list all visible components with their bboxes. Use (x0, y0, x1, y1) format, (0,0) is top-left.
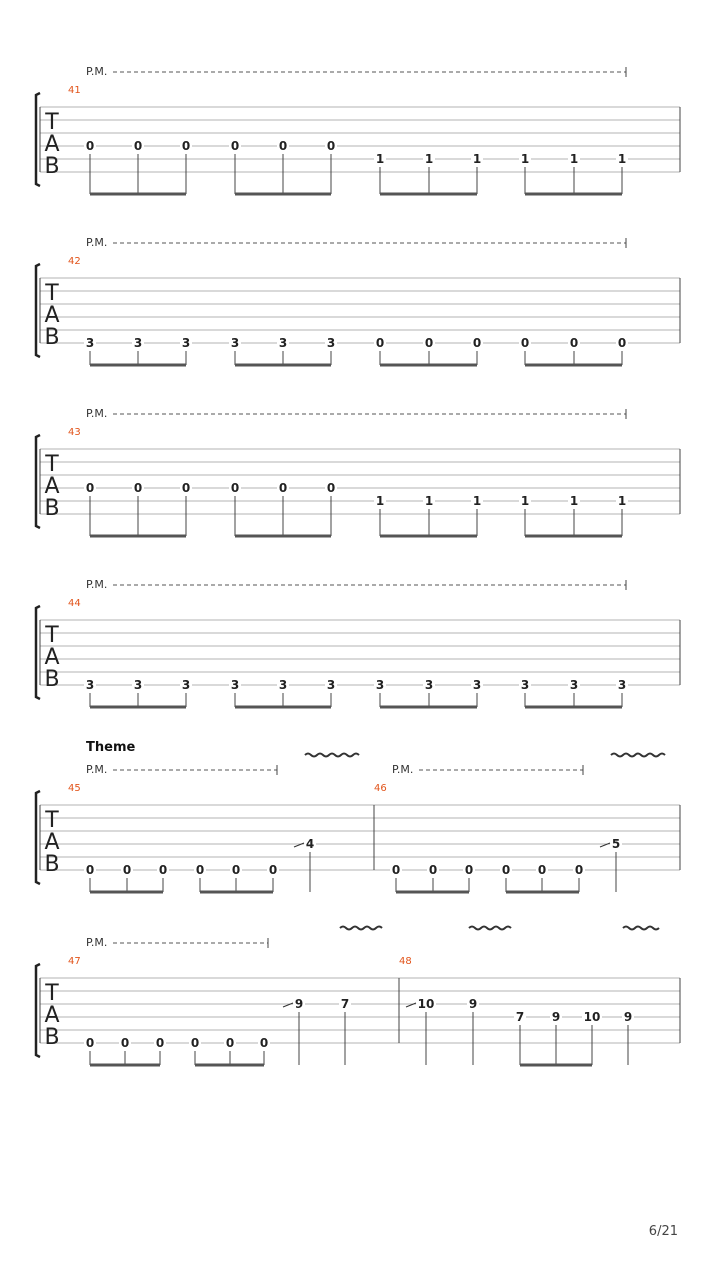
tab-clef-letter: A (44, 474, 60, 499)
fret-number: 3 (230, 336, 240, 350)
fret-number: 0 (225, 1036, 235, 1050)
fret-number: 1 (569, 494, 579, 508)
palm-mute-label: P.M. (86, 65, 108, 78)
fret-number: 9 (294, 997, 304, 1011)
fret-number: 0 (181, 139, 191, 153)
tab-clef-letter: T (45, 281, 59, 306)
fret-number: 0 (230, 481, 240, 495)
fret-number: 0 (133, 139, 143, 153)
fret-number: 3 (230, 678, 240, 692)
system-bracket (36, 964, 40, 1057)
fret-number: 0 (85, 481, 95, 495)
fret-number: 0 (85, 139, 95, 153)
measure-number: 45 (68, 783, 81, 794)
tab-clef-letter: A (44, 830, 60, 855)
fret-number: 9 (551, 1010, 561, 1024)
system-bracket (36, 264, 40, 357)
fret-number: 1 (424, 152, 434, 166)
fret-number: 3 (85, 336, 95, 350)
fret-number: 3 (326, 336, 336, 350)
fret-number: 3 (85, 678, 95, 692)
palm-mute-label: P.M. (86, 236, 108, 249)
fret-number: 0 (569, 336, 579, 350)
tab-clef-letter: T (45, 981, 59, 1006)
fret-number: 3 (181, 678, 191, 692)
fret-number: 0 (278, 481, 288, 495)
fret-number: 0 (278, 139, 288, 153)
measure-number: 46 (374, 783, 387, 794)
fret-number: 0 (195, 863, 205, 877)
fret-number: 9 (468, 997, 478, 1011)
fret-number: 10 (583, 1010, 601, 1024)
vibrato-mark (469, 927, 511, 930)
fret-number: 0 (574, 863, 584, 877)
fret-number: 3 (326, 678, 336, 692)
tab-system (36, 236, 680, 365)
tab-system (36, 578, 680, 707)
fret-number: 3 (278, 336, 288, 350)
fret-number: 1 (375, 494, 385, 508)
fret-number: 0 (190, 1036, 200, 1050)
tab-clef-letter: B (44, 1025, 60, 1050)
fret-number: 1 (472, 152, 482, 166)
palm-mute-label: P.M. (392, 763, 414, 776)
fret-number: 1 (424, 494, 434, 508)
fret-number: 10 (417, 997, 435, 1011)
fret-number: 0 (230, 139, 240, 153)
fret-number: 0 (268, 863, 278, 877)
tab-system (36, 65, 680, 194)
fret-number: 1 (472, 494, 482, 508)
tab-clef-letter: T (45, 452, 59, 477)
measure-number: 44 (68, 598, 81, 609)
tab-clef-letter: A (44, 645, 60, 670)
tab-system (36, 927, 680, 1066)
fret-number: 3 (278, 678, 288, 692)
fret-number: 0 (391, 863, 401, 877)
fret-number: 7 (340, 997, 350, 1011)
tab-clef-letter: B (44, 496, 60, 521)
fret-number: 0 (501, 863, 511, 877)
fret-number: 0 (326, 481, 336, 495)
fret-number: 0 (85, 1036, 95, 1050)
vibrato-mark (305, 754, 359, 757)
fret-number: 3 (617, 678, 627, 692)
vibrato-mark (340, 927, 382, 930)
tab-clef-letter: B (44, 667, 60, 692)
fret-number: 0 (424, 336, 434, 350)
fret-number: 1 (569, 152, 579, 166)
palm-mute-label: P.M. (86, 578, 108, 591)
fret-number: 3 (133, 678, 143, 692)
system-bracket (36, 435, 40, 528)
fret-number: 0 (155, 1036, 165, 1050)
tab-clef-letter: T (45, 110, 59, 135)
fret-number: 3 (520, 678, 530, 692)
palm-mute-label: P.M. (86, 763, 108, 776)
fret-number: 0 (617, 336, 627, 350)
fret-number: 1 (520, 152, 530, 166)
tab-clef-letter: B (44, 325, 60, 350)
fret-number: 0 (231, 863, 241, 877)
system-bracket (36, 791, 40, 884)
fret-number: 0 (122, 863, 132, 877)
fret-number: 3 (133, 336, 143, 350)
vibrato-mark (611, 754, 665, 757)
fret-number: 3 (472, 678, 482, 692)
fret-number: 1 (375, 152, 385, 166)
measure-number: 48 (399, 956, 412, 967)
measure-number: 42 (68, 256, 81, 267)
fret-number: 9 (623, 1010, 633, 1024)
measure-number: 47 (68, 956, 81, 967)
fret-number: 1 (617, 152, 627, 166)
palm-mute-label: P.M. (86, 936, 108, 949)
tab-clef-letter: T (45, 808, 59, 833)
fret-number: 0 (428, 863, 438, 877)
fret-number: 0 (464, 863, 474, 877)
fret-number: 1 (520, 494, 530, 508)
fret-number: 0 (133, 481, 143, 495)
fret-number: 0 (120, 1036, 130, 1050)
system-bracket (36, 93, 40, 186)
measure-number: 41 (68, 85, 81, 96)
fret-number: 0 (158, 863, 168, 877)
fret-number: 0 (326, 139, 336, 153)
fret-number: 3 (181, 336, 191, 350)
fret-number: 0 (537, 863, 547, 877)
fret-number: 0 (472, 336, 482, 350)
fret-number: 5 (611, 837, 621, 851)
measure-number: 43 (68, 427, 81, 438)
fret-number: 0 (375, 336, 385, 350)
fret-number: 3 (424, 678, 434, 692)
page-number: 6/21 (648, 1224, 678, 1239)
tab-clef-letter: B (44, 154, 60, 179)
fret-number: 0 (85, 863, 95, 877)
section-label: Theme (86, 740, 136, 755)
tab-clef-letter: T (45, 623, 59, 648)
fret-number: 1 (617, 494, 627, 508)
fret-number: 4 (305, 837, 315, 851)
systems-layer (36, 65, 680, 1065)
tab-system (36, 407, 680, 536)
palm-mute-label: P.M. (86, 407, 108, 420)
fret-number: 7 (515, 1010, 525, 1024)
vibrato-mark (623, 927, 659, 930)
fret-number: 0 (181, 481, 191, 495)
tab-clef-letter: A (44, 1003, 60, 1028)
fret-number: 3 (375, 678, 385, 692)
tab-clef-letter: B (44, 852, 60, 877)
tab-system (36, 740, 680, 892)
fret-number: 3 (569, 678, 579, 692)
fret-number: 0 (259, 1036, 269, 1050)
tab-clef-letter: A (44, 303, 60, 328)
system-bracket (36, 606, 40, 699)
tab-clef-letter: A (44, 132, 60, 157)
fret-number: 0 (520, 336, 530, 350)
